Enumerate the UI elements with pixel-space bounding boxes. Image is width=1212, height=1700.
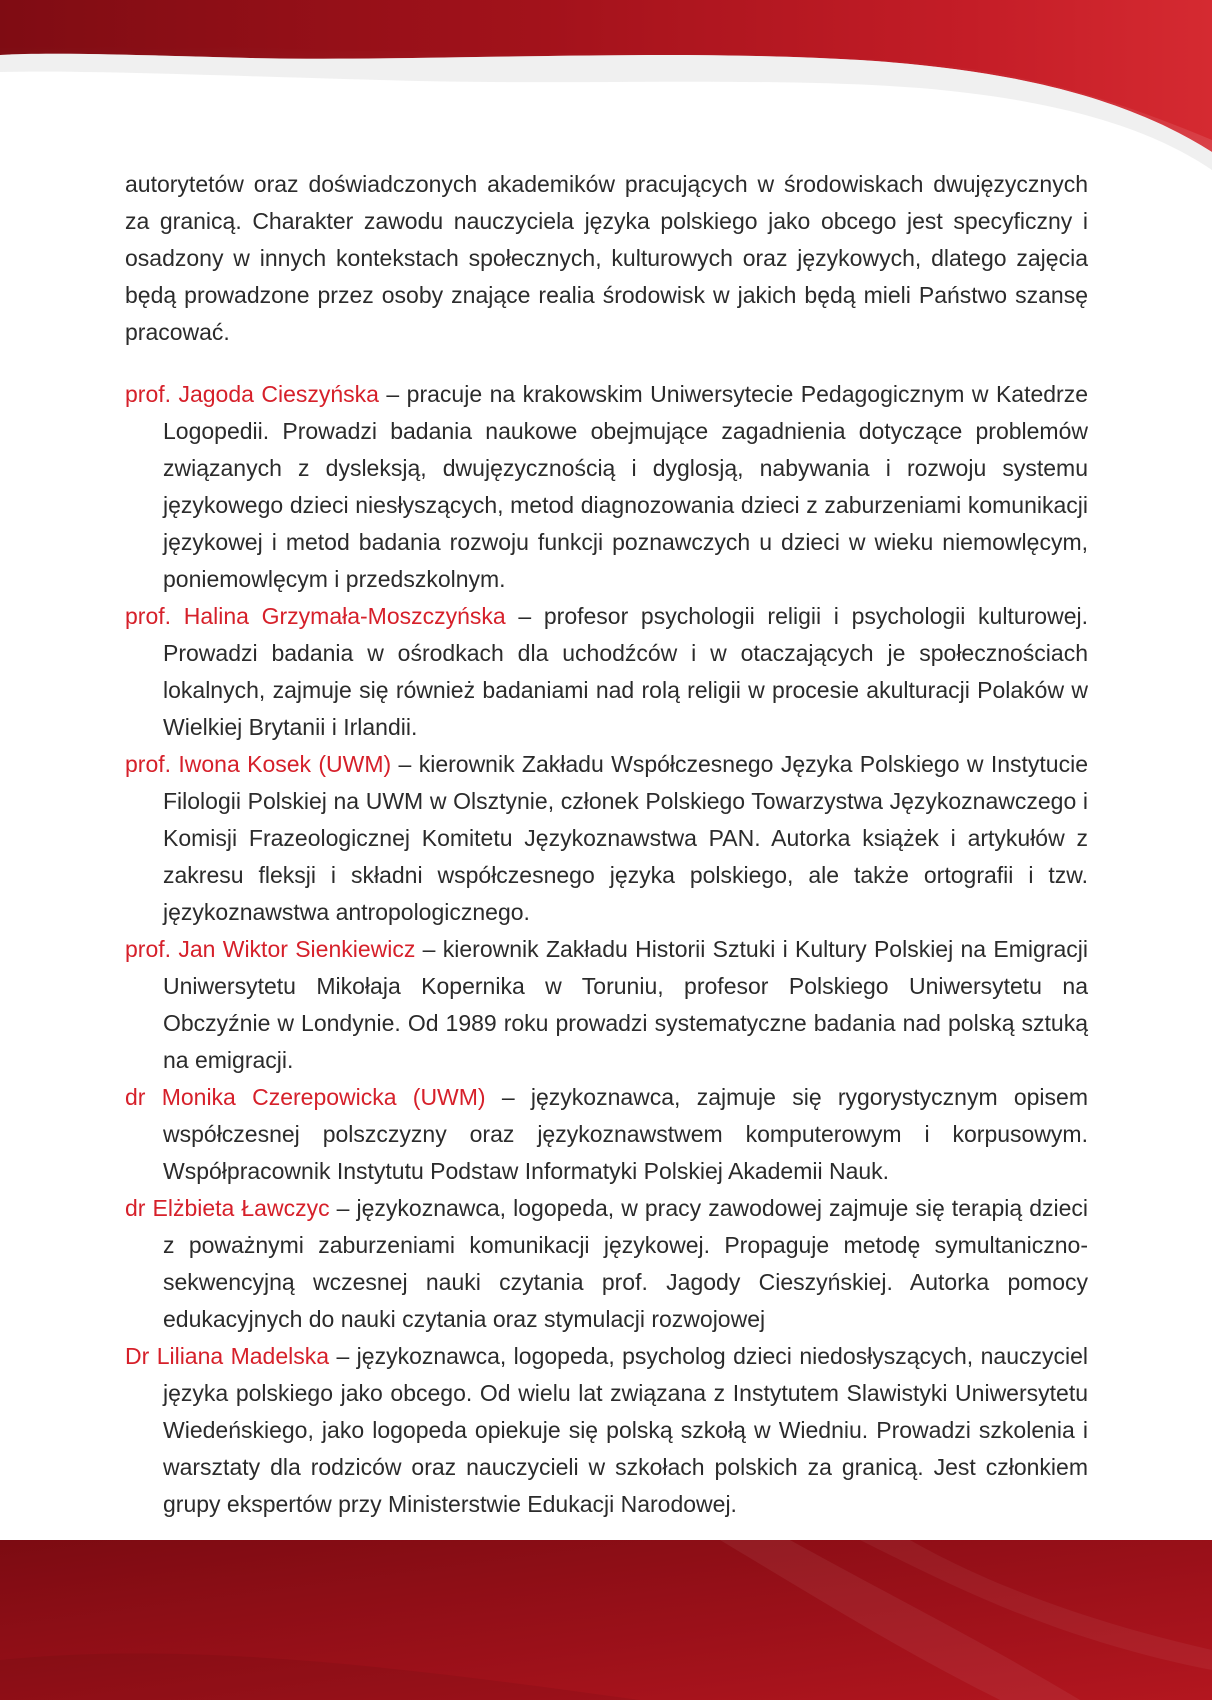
lecturer-list xyxy=(125,376,1088,1523)
lecturer-bio xyxy=(125,1190,1088,1338)
top-red-wave-band xyxy=(0,0,1212,170)
lecturer-description: – kierownik Zakładu Historii Sztuki i Kultury Polskiej na Emigracji Uniwersytetu Mikołaja Kopernika w Toruniu, profesor Polskiego Uniwersytetu na Obczyźnie w Londynie. Od 1989 roku prowadzi systematyczne badania nad polską sztuką na emigracji. xyxy=(163,936,1088,1073)
lecturer-name: dr Monika Czerepowicka (UWM) xyxy=(125,1084,486,1110)
lecturer-name: prof. Halina Grzymała-Moszczyńska xyxy=(125,603,506,629)
lecturer-name: prof. Jagoda Cieszyńska xyxy=(125,381,379,407)
lecturer-description: – pracuje na krakowskim Uniwersytecie Pedagogicznym w Katedrze Logopedii. Prowadzi badania naukowe obejmujące zagadnienia dotyczące problemów związanych z dysleksją, dwujęzycznością i dyglosją, nabywania i rozwoju systemu językowego dzieci niesłyszących, metod diagnozowania dzieci z zaburzeniami komunikacji językowej i metod badania rozwoju funkcji poznawczych u dzieci w wieku niemowlęcym, poniemowlęcym i przedszkolnym. xyxy=(163,381,1088,592)
lecturer-bio xyxy=(125,598,1088,746)
lecturer-name: Dr Liliana Madelska xyxy=(125,1343,330,1369)
lecturer-name: prof. Jan Wiktor Sienkiewicz xyxy=(125,936,416,962)
bottom-red-band xyxy=(0,1540,1212,1700)
lecturer-bio xyxy=(125,376,1088,598)
lecturer-bio xyxy=(125,1079,1088,1190)
intro-paragraph: autorytetów oraz doświadczonych akademików pracujących w środowiskach dwujęzycznych za granicą. Charakter zawodu nauczyciela języka polskiego jako obcego jest specyficzny i osadzony w innych kontekstach społecznych, kulturowych oraz językowych, dlatego zajęcia będą prowadzone przez osoby znające realia środowisk w jakich będą mieli Państwo szansę pracować. xyxy=(125,171,1088,345)
lecturer-description: – językoznawca, zajmuje się rygorystycznym opisem współczesnej polszczyzny oraz językoznawstwem komputerowym i korpusowym. Współpracownik Instytutu Podstaw Informatyki Polskiej Akademii Nauk. xyxy=(163,1084,1088,1184)
lecturer-description: – językoznawca, logopeda, psycholog dzieci niedosłyszących, nauczyciel języka polskiego jako obcego. Od wielu lat związana z Instytutem Slawistyki Uniwersytetu Wiedeńskiego, jako logopeda opiekuje się polską szkołą w Wiedniu. Prowadzi szkolenia i warsztaty dla rodziców oraz nauczycieli w szkołach polskich za granicą. Jest członkiem grupy ekspertów przy Ministerstwie Edukacji Narodowej. xyxy=(163,1343,1088,1517)
lecturer-name: dr Elżbieta Ławczyc xyxy=(125,1195,330,1221)
lecturer-bio xyxy=(125,746,1088,931)
lecturer-name: prof. Iwona Kosek (UWM) xyxy=(125,751,392,777)
lecturer-bio xyxy=(125,931,1088,1079)
lecturer-description: – kierownik Zakładu Współczesnego Języka Polskiego w Instytucie Filologii Polskiej na UWM w Olsztynie, członek Polskiego Towarzystwa Językoznawczego i Komisji Frazeologicznej Komitetu Językoznawstwa PAN. Autorka książek i artykułów z zakresu fleksji i składni współczesnego języka polskiego, ale także ortografii i tzw. językoznawstwa antropologicznego. xyxy=(163,751,1088,925)
lecturer-description: – językoznawca, logopeda, w pracy zawodowej zajmuje się terapią dzieci z poważnymi zaburzeniami komunikacji językowej. Propaguje metodę symultaniczno-sekwencyjną wczesnej nauki czytania prof. Jagody Cieszyńskiej. Autorka pomocy edukacyjnych do nauki czytania oraz stymulacji rozwojowej xyxy=(163,1195,1088,1332)
lecturer-bio xyxy=(125,1338,1088,1523)
lecturer-description: – profesor psychologii religii i psychologii kulturowej. Prowadzi badania w ośrodkach dla uchodźców i w otaczających je społecznościach lokalnych, zajmuje się również badaniami nad rolą religii w procesie akulturacji Polaków w Wielkiej Brytanii i Irlandii. xyxy=(163,603,1088,740)
document-body xyxy=(125,166,1088,1523)
